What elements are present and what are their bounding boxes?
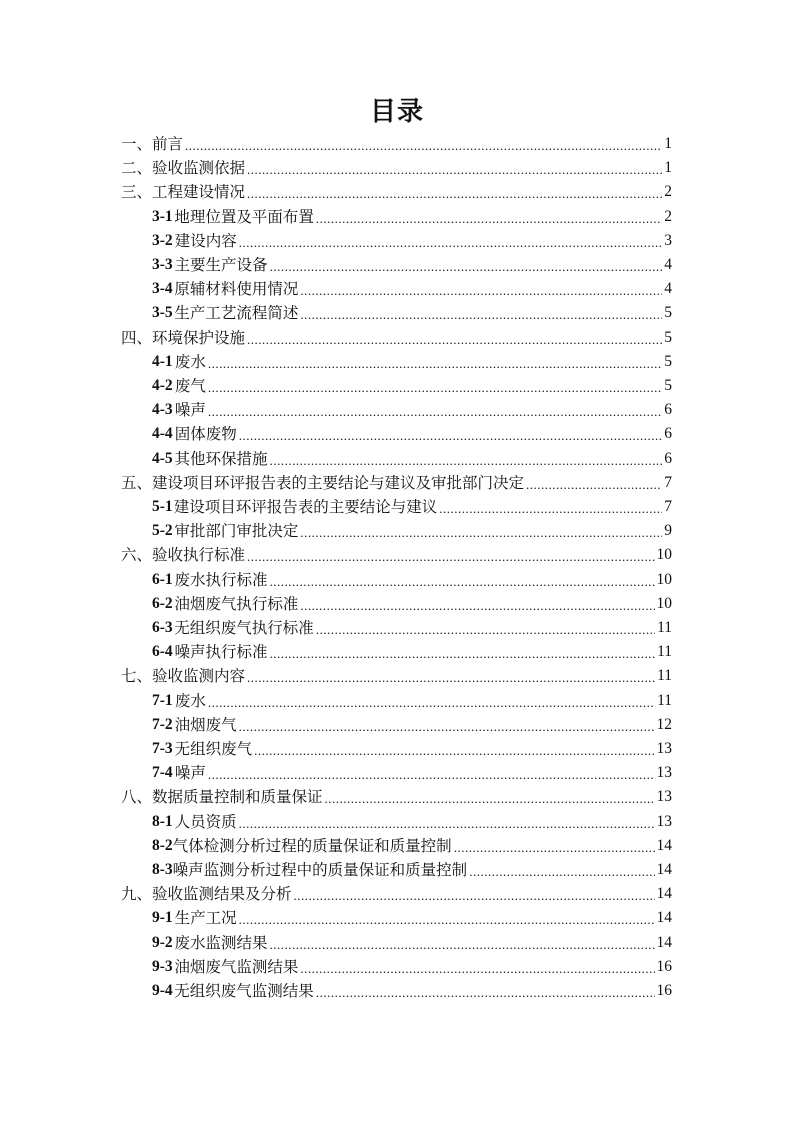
dot-leader xyxy=(300,305,662,325)
toc-entry[interactable] xyxy=(152,350,672,374)
toc-entry-page-number: 11 xyxy=(657,643,672,661)
toc-entry-label: 废水监测结果 xyxy=(174,933,268,952)
toc-entry-number: 9-1 xyxy=(152,909,173,927)
toc-entry-page-number: 2 xyxy=(664,207,672,225)
dot-leader xyxy=(294,886,655,906)
toc-entry[interactable] xyxy=(152,205,672,229)
dot-leader xyxy=(325,789,655,809)
toc-entry-page-number: 13 xyxy=(656,812,672,830)
dot-leader xyxy=(300,596,654,616)
toc-entry-label: 无组织废气监测结果 xyxy=(174,982,314,1000)
dot-leader xyxy=(208,378,662,398)
toc-entry-label: 油烟废气监测结果 xyxy=(174,957,299,976)
toc-entry-page-number: 4 xyxy=(664,256,672,273)
toc-entry-label: 废水执行标准 xyxy=(174,570,268,589)
toc-entry-label: 噪声监测分析过程中的质量保证和质量控制 xyxy=(172,861,468,879)
toc-entry-number: 9-2 xyxy=(152,933,173,951)
toc-entry-label: 六、验收执行标准 xyxy=(121,546,246,565)
toc-entry-label: 四、环境保护设施 xyxy=(121,328,246,347)
dot-leader xyxy=(247,547,654,567)
toc-entry-number: 8-3 xyxy=(152,861,173,878)
toc-entry[interactable] xyxy=(152,253,672,277)
toc-entry-page-number: 6 xyxy=(664,425,672,443)
dot-leader xyxy=(300,523,662,543)
toc-entry-page-number: 10 xyxy=(656,546,672,564)
toc-entry-page-number: 1 xyxy=(664,135,672,152)
dot-leader xyxy=(208,693,655,713)
toc-entry[interactable] xyxy=(152,810,672,834)
toc-entry[interactable] xyxy=(152,519,672,543)
toc-entry[interactable] xyxy=(152,229,672,253)
dot-leader xyxy=(239,814,655,834)
toc-entry-label: 废气 xyxy=(174,377,206,395)
toc-entry-page-number: 14 xyxy=(656,909,672,927)
toc-entry-label: 噪声 xyxy=(174,764,206,783)
toc-entry-label: 废水 xyxy=(174,352,206,371)
toc-entry-label: 油烟废气执行标准 xyxy=(174,594,299,613)
toc-entry[interactable] xyxy=(152,422,672,446)
toc-entry-page-number: 7 xyxy=(664,473,672,491)
toc-entry-label: 无组织废气 xyxy=(174,740,253,758)
toc-entry-number: 7-3 xyxy=(152,740,173,757)
dot-leader xyxy=(526,475,662,495)
toc-entry-page-number: 2 xyxy=(664,183,672,201)
toc-entry[interactable] xyxy=(152,568,672,592)
toc-entry-number: 3-2 xyxy=(152,231,173,249)
toc-entry-page-number: 1 xyxy=(664,159,672,177)
toc-entry[interactable] xyxy=(121,543,672,567)
dot-leader xyxy=(270,451,663,471)
toc-entry-page-number: 11 xyxy=(657,619,672,636)
toc-entry[interactable] xyxy=(152,640,672,664)
dot-leader xyxy=(247,668,655,688)
dot-leader xyxy=(208,354,662,374)
toc-entry-page-number: 13 xyxy=(656,764,672,782)
toc-entry-page-number: 5 xyxy=(664,328,672,346)
toc-entry[interactable] xyxy=(152,761,672,785)
toc-entry[interactable] xyxy=(121,471,672,495)
toc-entry-page-number: 14 xyxy=(656,836,672,854)
dot-leader xyxy=(316,983,655,1003)
toc-entry[interactable] xyxy=(152,979,672,1003)
toc-entry-page-number: 6 xyxy=(664,401,672,419)
toc-entry[interactable] xyxy=(152,858,672,882)
toc-entry[interactable] xyxy=(152,713,672,737)
toc-entry[interactable] xyxy=(121,180,672,204)
dot-leader xyxy=(247,184,662,204)
dot-leader xyxy=(316,620,655,640)
toc-entry-page-number: 14 xyxy=(656,933,672,951)
dot-leader xyxy=(239,717,655,737)
toc-entry-page-number: 13 xyxy=(656,740,672,757)
dot-leader xyxy=(239,426,663,446)
toc-entry[interactable] xyxy=(152,374,672,398)
toc-entry-label: 建设内容 xyxy=(174,231,237,250)
toc-entry-label: 地理位置及平面布置 xyxy=(174,207,314,226)
toc-entry-page-number: 5 xyxy=(664,304,672,322)
dot-leader xyxy=(185,136,662,156)
toc-entry-label: 三、工程建设情况 xyxy=(121,183,246,202)
toc-entry-number: 6-2 xyxy=(152,594,173,612)
toc-entry-label: 八、数据质量控制和质量保证 xyxy=(121,788,323,807)
toc-entry-number: 7-2 xyxy=(152,715,173,733)
toc-entry[interactable] xyxy=(152,955,672,979)
dot-leader xyxy=(208,402,662,422)
toc-entry-number: 4-3 xyxy=(152,401,173,419)
toc-entry-number: 8-1 xyxy=(152,812,173,830)
dot-leader xyxy=(270,257,663,277)
toc-entry[interactable] xyxy=(121,326,672,350)
toc-entry[interactable] xyxy=(152,495,672,519)
dot-leader xyxy=(239,910,655,930)
toc-entry-number: 4-2 xyxy=(152,377,173,394)
toc-entry[interactable] xyxy=(121,132,672,156)
dot-leader xyxy=(270,935,655,955)
toc-entry-number: 9-4 xyxy=(152,982,173,999)
toc-entry-label: 气体检测分析过程的质量保证和质量控制 xyxy=(172,836,452,855)
toc-entry-label: 九、验收监测结果及分析 xyxy=(121,885,292,904)
toc-entry-number: 7-1 xyxy=(152,691,173,709)
toc-entry-label: 建设项目环评报告表的主要结论与建议 xyxy=(173,498,438,516)
toc-entry-page-number: 13 xyxy=(656,788,672,806)
toc-entry-page-number: 14 xyxy=(656,861,672,878)
toc-entry-page-number: 12 xyxy=(656,715,672,733)
toc-entry-page-number: 10 xyxy=(656,594,672,612)
dot-leader xyxy=(469,862,654,882)
toc-entry-number: 3-3 xyxy=(152,256,173,273)
toc-entry-page-number: 9 xyxy=(664,522,672,540)
page-title: 目录 xyxy=(369,97,424,127)
toc-entry[interactable] xyxy=(121,664,672,688)
toc-entry-number: 6-1 xyxy=(152,570,173,588)
toc-entry[interactable] xyxy=(152,931,672,955)
toc-entry-label: 其他环保措施 xyxy=(174,449,268,468)
toc-entry-page-number: 4 xyxy=(664,280,672,298)
toc-entry-number: 4-1 xyxy=(152,352,173,370)
toc-entry-number: 4-4 xyxy=(152,425,173,443)
toc-entry-page-number: 16 xyxy=(656,957,672,975)
toc-entry-number: 3-5 xyxy=(152,304,173,322)
dot-leader xyxy=(454,838,655,858)
toc-entry-page-number: 7 xyxy=(664,498,672,515)
toc-entry-page-number: 3 xyxy=(664,231,672,249)
toc-entry-number: 6-4 xyxy=(152,643,173,661)
toc-entry-label: 废水 xyxy=(174,691,206,710)
toc-entry-label: 一、前言 xyxy=(121,135,184,153)
toc-entry-label: 噪声执行标准 xyxy=(174,643,268,662)
toc-entry-label: 噪声 xyxy=(174,401,206,420)
toc-entry-number: 8-2 xyxy=(152,836,173,854)
dot-leader xyxy=(247,330,662,350)
toc-entry-page-number: 6 xyxy=(664,449,672,467)
dot-leader xyxy=(439,499,662,519)
toc-entry-number: 7-4 xyxy=(152,764,173,782)
toc-entry-number: 5-1 xyxy=(152,498,173,515)
toc-entry[interactable] xyxy=(121,785,672,809)
dot-leader xyxy=(270,644,656,664)
toc-entry[interactable] xyxy=(121,156,672,180)
dot-leader xyxy=(300,959,654,979)
toc-entry-page-number: 14 xyxy=(656,885,672,903)
toc-entry-label: 主要生产设备 xyxy=(174,256,268,274)
toc-entry-label: 五、建设项目环评报告表的主要结论与建议及审批部门决定 xyxy=(121,473,525,492)
dot-leader xyxy=(270,572,655,592)
dot-leader xyxy=(239,233,663,253)
toc-entry-page-number: 11 xyxy=(657,691,672,709)
toc-entry-label: 二、验收监测依据 xyxy=(121,159,246,178)
toc-entry-number: 4-5 xyxy=(152,449,173,467)
toc-entry-label: 人员资质 xyxy=(174,812,237,831)
toc-entry[interactable] xyxy=(152,277,672,301)
toc-entry[interactable] xyxy=(152,447,672,471)
toc-entry[interactable] xyxy=(152,592,672,616)
dot-leader xyxy=(254,741,654,761)
dot-leader xyxy=(247,160,662,180)
toc-entry-number: 5-2 xyxy=(152,522,173,540)
toc-entry[interactable] xyxy=(152,737,672,761)
toc-entry-number: 6-3 xyxy=(152,619,173,636)
toc-entry-label: 油烟废气 xyxy=(174,715,237,734)
toc-entry-number: 3-1 xyxy=(152,207,173,225)
toc-entry-label: 无组织废气执行标准 xyxy=(174,619,314,637)
toc-entry-number: 3-4 xyxy=(152,280,173,298)
toc-entry[interactable] xyxy=(152,398,672,422)
dot-leader xyxy=(300,281,662,301)
toc-entry-label: 审批部门审批决定 xyxy=(174,522,299,541)
toc-entry-page-number: 11 xyxy=(657,667,672,685)
toc-entry-label: 生产工艺流程简述 xyxy=(174,304,299,323)
toc-entry-page-number: 16 xyxy=(656,982,672,999)
dot-leader xyxy=(208,765,655,785)
toc-entry[interactable] xyxy=(152,906,672,930)
toc-entry[interactable] xyxy=(152,616,672,640)
toc-entry-label: 生产工况 xyxy=(174,909,237,928)
dot-leader xyxy=(316,209,662,229)
toc-entry-page-number: 10 xyxy=(656,570,672,588)
toc-entry-page-number: 5 xyxy=(664,377,672,394)
toc-entry[interactable] xyxy=(152,834,672,858)
toc-entry-label: 原辅材料使用情况 xyxy=(174,280,299,299)
toc-entry-label: 七、验收监测内容 xyxy=(121,667,246,686)
toc-entry-label: 固体废物 xyxy=(174,425,237,444)
toc-entry[interactable] xyxy=(152,301,672,325)
toc-entry[interactable] xyxy=(152,689,672,713)
toc-entry-number: 9-3 xyxy=(152,957,173,975)
toc-entry-page-number: 5 xyxy=(664,352,672,370)
toc-entry[interactable] xyxy=(121,882,672,906)
